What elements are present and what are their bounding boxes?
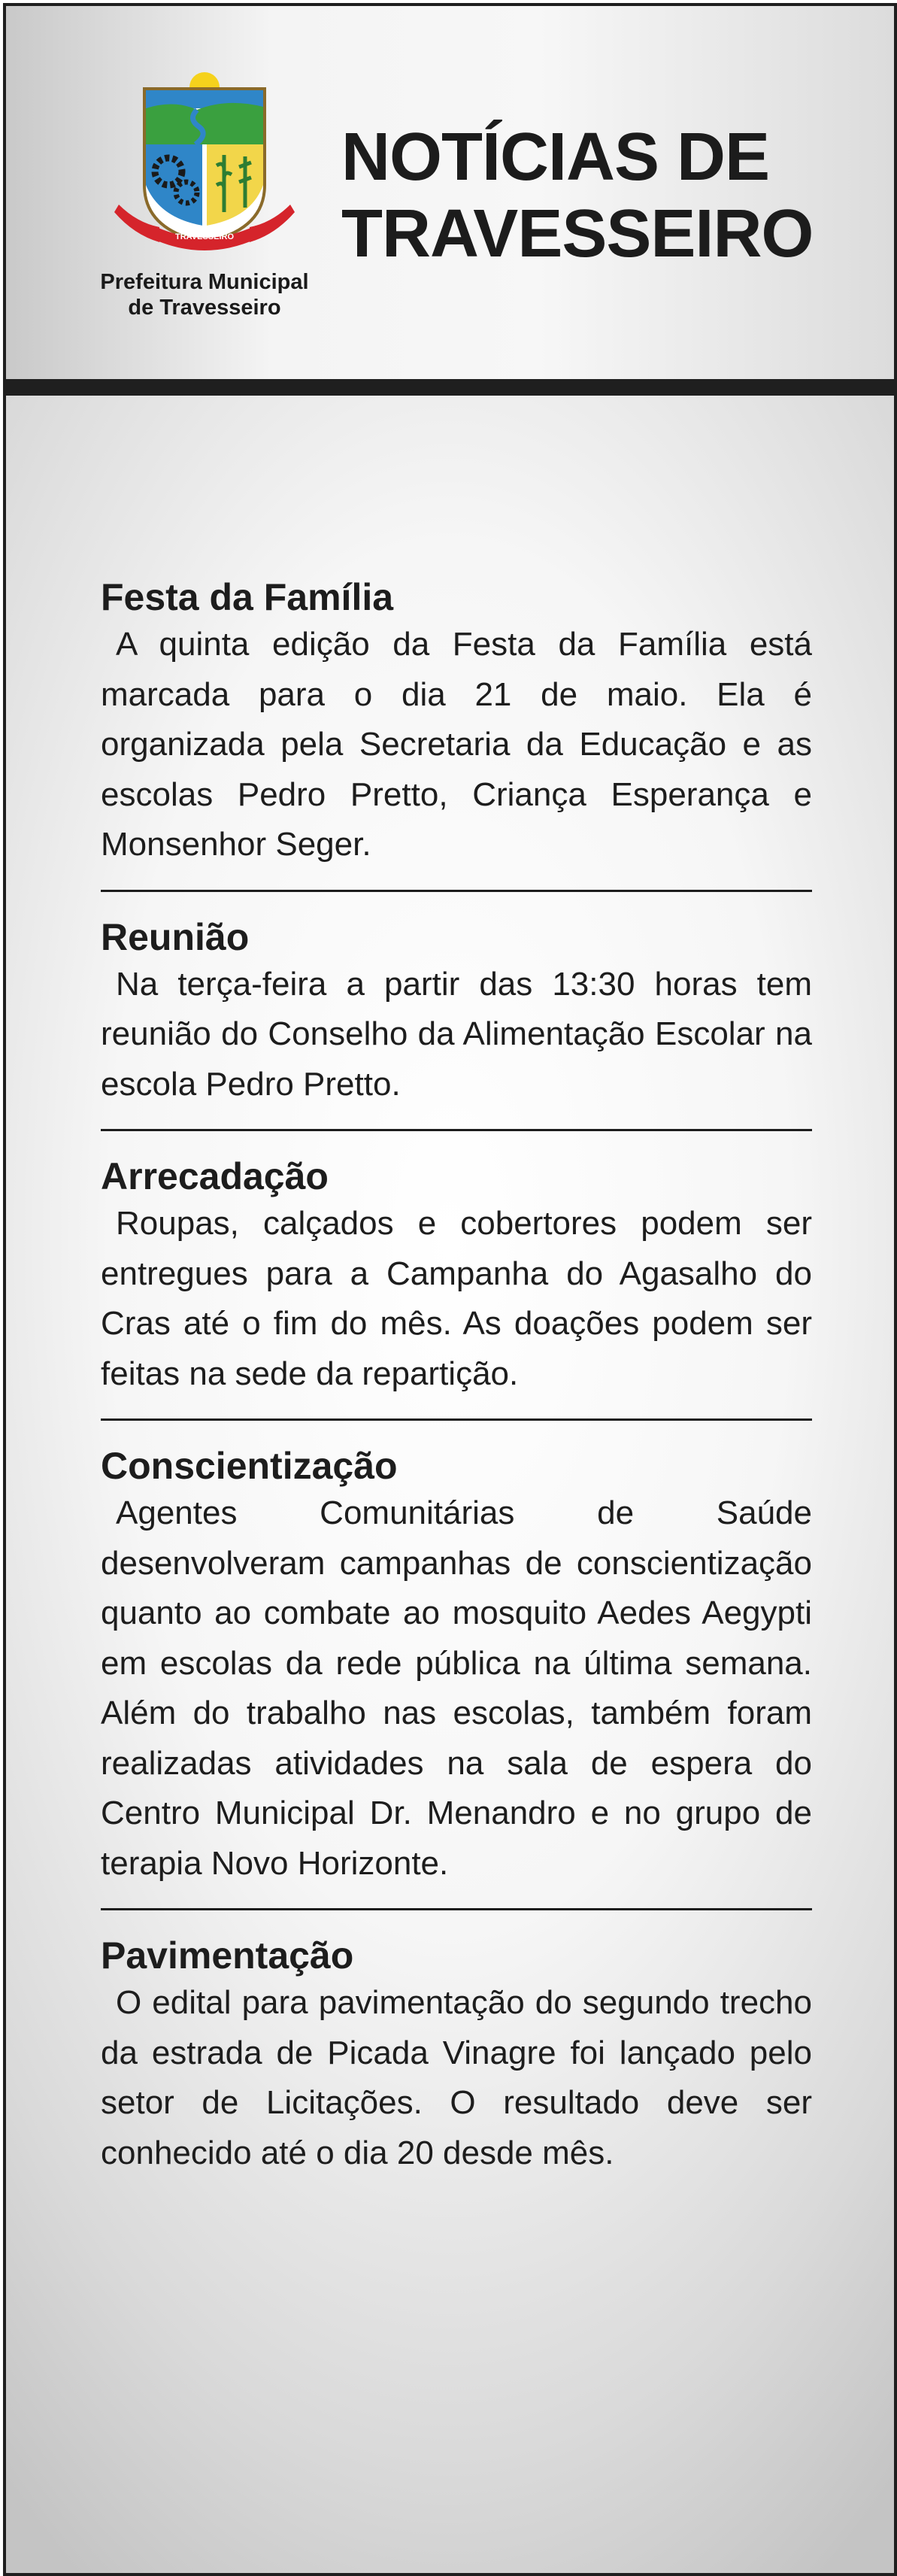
logo — [84, 72, 325, 328]
article-heading: Reunião — [101, 915, 250, 958]
coat-of-arms-icon — [114, 72, 295, 260]
title-line2: TRAVESSEIRO — [341, 196, 814, 272]
logo-caption — [84, 269, 325, 320]
article-heading: Pavimentação — [101, 1934, 354, 1977]
article-festa-da-familia — [101, 575, 812, 870]
article-divider — [101, 1908, 812, 1910]
article-body: Na terça-feira a partir das 13:30 horas tem reunião do Conselho da Alimentação Escolar na escola Pedro Pretto. — [101, 965, 812, 1103]
title-line1: NOTÍCIAS DE — [341, 120, 770, 195]
logo-caption-line1: Prefeitura Municipal — [100, 270, 309, 294]
article-divider — [101, 1129, 812, 1131]
header — [6, 6, 894, 379]
logo-caption-line2: de Travesseiro — [128, 296, 281, 320]
article-conscientizacao — [101, 1443, 812, 1889]
ribbon-text: TRAVESSEIRO — [174, 232, 235, 241]
newsletter-page — [3, 3, 897, 2576]
article-divider — [101, 1418, 812, 1421]
article-heading: Festa da Família — [101, 576, 394, 618]
article-divider — [101, 890, 812, 892]
article-arrecadacao — [101, 1154, 812, 1399]
article-heading: Conscientização — [101, 1445, 398, 1487]
page-title — [341, 119, 868, 272]
news-list — [101, 575, 812, 2178]
header-divider-bar — [6, 379, 894, 396]
article-pavimentacao — [101, 1933, 812, 2178]
article-body: Agentes Comunitárias de Saúde desenvolveram campanhas de conscientização quanto ao combate ao mosquito Aedes Aegypti em escolas da rede pública na última semana. Além do trabalho nas escolas, também foram realizadas atividades na sala de espera do Centro Municipal Dr. Menandro e no grupo de terapia Novo Horizonte. — [101, 1494, 812, 1882]
article-body: O edital para pavimentação do segundo trecho da estrada de Picada Vinagre foi lançado pelo setor de Licitações. O resultado deve ser conhecido até o dia 20 desde mês. — [101, 1984, 812, 2171]
article-body: A quinta edição da Festa da Família está marcada para o dia 21 de maio. Ela é organizada pela Secretaria da Educação e as escolas Pedro Pretto, Criança Esperança e Monsenhor Seger. — [101, 626, 812, 863]
article-heading: Arrecadação — [101, 1155, 329, 1197]
article-reuniao — [101, 915, 812, 1110]
article-body: Roupas, calçados e cobertores podem ser entregues para a Campanha do Agasalho do Cras até o fim do mês. As doações podem ser feitas na sede da repartição. — [101, 1205, 812, 1392]
